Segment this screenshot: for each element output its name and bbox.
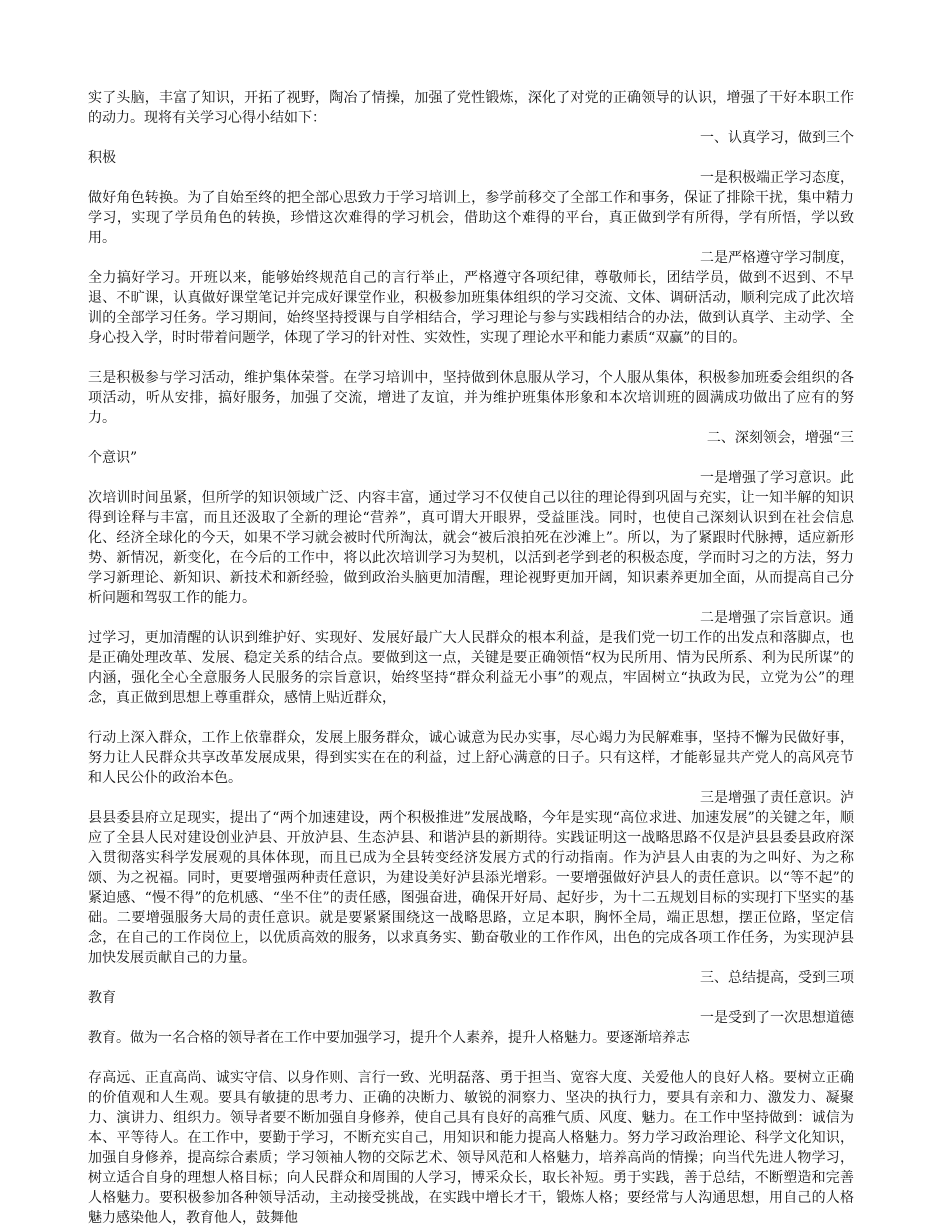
paragraph-lead: 二是增强了宗旨意识。通: [700, 610, 854, 626]
section-heading-1: 一、认真学习，做到三个: [700, 130, 854, 146]
section-heading-2-cont: 个意识”: [88, 450, 138, 466]
paragraph: 教育。做为一名合格的领导者在工作中要加强学习，提升个人素养，提升人格魅力。要逐渐培养志: [88, 1030, 690, 1046]
section-heading-2: 二、深刻领会，增强“三: [706, 430, 854, 446]
paragraph-gap: [88, 348, 854, 368]
paragraph-gap: [88, 708, 854, 728]
paragraph: 做好角色转换。为了自始至终的把全部心思致力于学习培训上，参学前移交了全部工作和事务，保证了排除干扰，集中精力学习，实现了学员角色的转换，珍惜这次难得的学习机会，借助这个难得的平台，真正做到学有所得，学有所悟，学以致用。: [88, 190, 854, 246]
paragraph: 三是积极参与学习活动，维护集体荣誉。在学习培训中，坚持做到休息服从学习，个人服从集体，积极参加班委会组织的各项活动，听从安排，搞好服务，加强了交流，增进了友谊，并为维护班集体形象和本次培训班的圆满成功做出了应有的努力。: [88, 370, 854, 426]
paragraph: 实了头脑，丰富了知识，开拓了视野，陶冶了情操，加强了党性锻炼，深化了对党的正确领导的认识，增强了干好本职工作的动力。现将有关学习心得小结如下：: [88, 90, 854, 126]
paragraph: 行动上深入群众，工作上依靠群众，发展上服务群众，诚心诚意为民办实事，尽心竭力为民解难事，坚持不懈为民做好事，努力让人民群众共享改革发展成果，得到实实在在的利益，过上舒心满意的日子。只有这样，才能彰显共产党人的高风亮节和人民公仆的政治本色。: [88, 730, 854, 786]
paragraph: 存高远、正直高尚、诚实守信、以身作则、言行一致、光明磊落、勇于担当、宽容大度、关爱他人的良好人格。要树立正确的价值观和人生观。要具有敏捷的思考力、正确的决断力、敏锐的洞察力、坚决的执行力，要具有亲和力、激发力、凝聚力、演讲力、组织力。领导者要不断加强自身修养，使自己具有良好的高雅气质、风度、魅力。在工作中坚持做到：诚信为本、平等待人。在工作中，要勤于学习，不断充实自己，用知识和能力提高人格魅力。努力学习政治理论、科学文化知识，加强自身修养，提高综合素质；学习领袖人物的交际艺术、领导风范和人格魅力，培养高尚的情操；向当代先进人物学习，树立适合自身的理想人格目标；向人民群众和周围的人学习，博采众长，取长补短。勇于实践，善于总结，不断塑造和完善人格魅力。要积极参加各种领导活动，主动接受挑战，在实践中增长才干，锻炼人格；要经常与人沟通思想，用自己的人格魅力感染他人，教育他人，鼓舞他: [88, 1070, 854, 1226]
paragraph-lead: 一是增强了学习意识。此: [700, 470, 854, 486]
section-heading-3-cont: 教育: [88, 990, 116, 1006]
paragraph-lead: 二是严格遵守学习制度，: [700, 250, 854, 266]
paragraph: 次培训时间虽紧，但所学的知识领域广泛、内容丰富，通过学习不仅使自己以往的理论得到巩固与充实，让一知半解的知识得到诠释与丰富，而且还汲取了全新的理论“营养”，真可谓大开眼界，受益匪浅。同时，也使自己深刻认识到在社会信息化、经济全球化的今天，如果不学习就会被时代所淘汰，就会“被后浪拍死在沙滩上”。所以，为了紧跟时代脉搏，适应新形势、新情况，新变化，在今后的工作中，将以此次培训学习为契机，以活到老学到老的积极态度，学而时习之的方法，努力学习新理论、新知识、新技术和新经验，做到政治头脑更加清醒，理论视野更加开阔，知识素养更加全面，从而提高自己分析问题和驾驭工作的能力。: [88, 490, 854, 606]
paragraph-lead: 三是增强了责任意识。泸: [700, 790, 854, 806]
section-heading-3: 三、总结提高，受到三项: [700, 970, 854, 986]
section-heading-1-cont: 积极: [88, 150, 116, 166]
paragraph-gap: [88, 1048, 854, 1068]
paragraph: 县县委县府立足现实，提出了“两个加速建设，两个积极推进”发展战略，今年是实现“高位求进、加速发展”的关键之年，顺应了全县人民对建设创业泸县、开放泸县、生态泸县、和谐泸县的新期待。实践证明这一战略思路不仅是泸县县委县政府深入贯彻落实科学发展观的具体体现，而且已成为全县转变经济发展方式的行动指南。作为泸县人由衷的为之叫好、为之称颂、为之祝福。同时，更要增强两种责任意识，为建设美好泸县添光增彩。一要增强做好泸县人的责任意识。以“等不起”的紧迫感、“慢不得”的危机感、“坐不住”的责任感，图强奋进，确保开好局、起好步，为十二五规划目标的实现打下坚实的基础。二要增强服务大局的责任意识。就是要紧紧围绕这一战略思路，立足本职，胸怀全局，端正思想，摆正位路，坚定信念，在自己的工作岗位上，以优质高效的服务，以求真务实、勤奋敬业的工作作风，出色的完成各项工作任务，为实现泸县加快发展贡献自己的力量。: [88, 810, 854, 966]
paragraph-lead: 一是积极端正学习态度，: [700, 170, 854, 186]
paragraph: 全力搞好学习。开班以来，能够始终规范自己的言行举止，严格遵守各项纪律，尊敬师长，团结学员，做到不迟到、不早退、不旷课，认真做好课堂笔记并完成好课堂作业，积极参加班集体组织的学习交流、文体、调研活动，顺利完成了此次培训的全部学习任务。学习期间，始终坚持授课与自学相结合，学习理论与参与实践相结合的办法，做到认真学、主动学、全身心投入学，时时带着问题学，体现了学习的针对性、实效性，实现了理论水平和能力素质“双赢”的目的。: [88, 270, 854, 346]
paragraph-lead: 一是受到了一次思想道德: [700, 1010, 854, 1026]
document-page: [88, 88, 854, 1228]
paragraph: 过学习，更加清醒的认识到维护好、实现好、发展好最广大人民群众的根本利益，是我们党一切工作的出发点和落脚点，也是正确处理改革、发展、稳定关系的结合点。要做到这一点，关键是要正确领悟“权为民所用、情为民所系、利为民所谋”的内涵，强化全心全意服务人民服务的宗旨意识，始终坚持“群众利益无小事”的观点，牢固树立“执政为民，立党为公”的理念，真正做到思想上尊重群众，感情上贴近群众，: [88, 630, 854, 706]
